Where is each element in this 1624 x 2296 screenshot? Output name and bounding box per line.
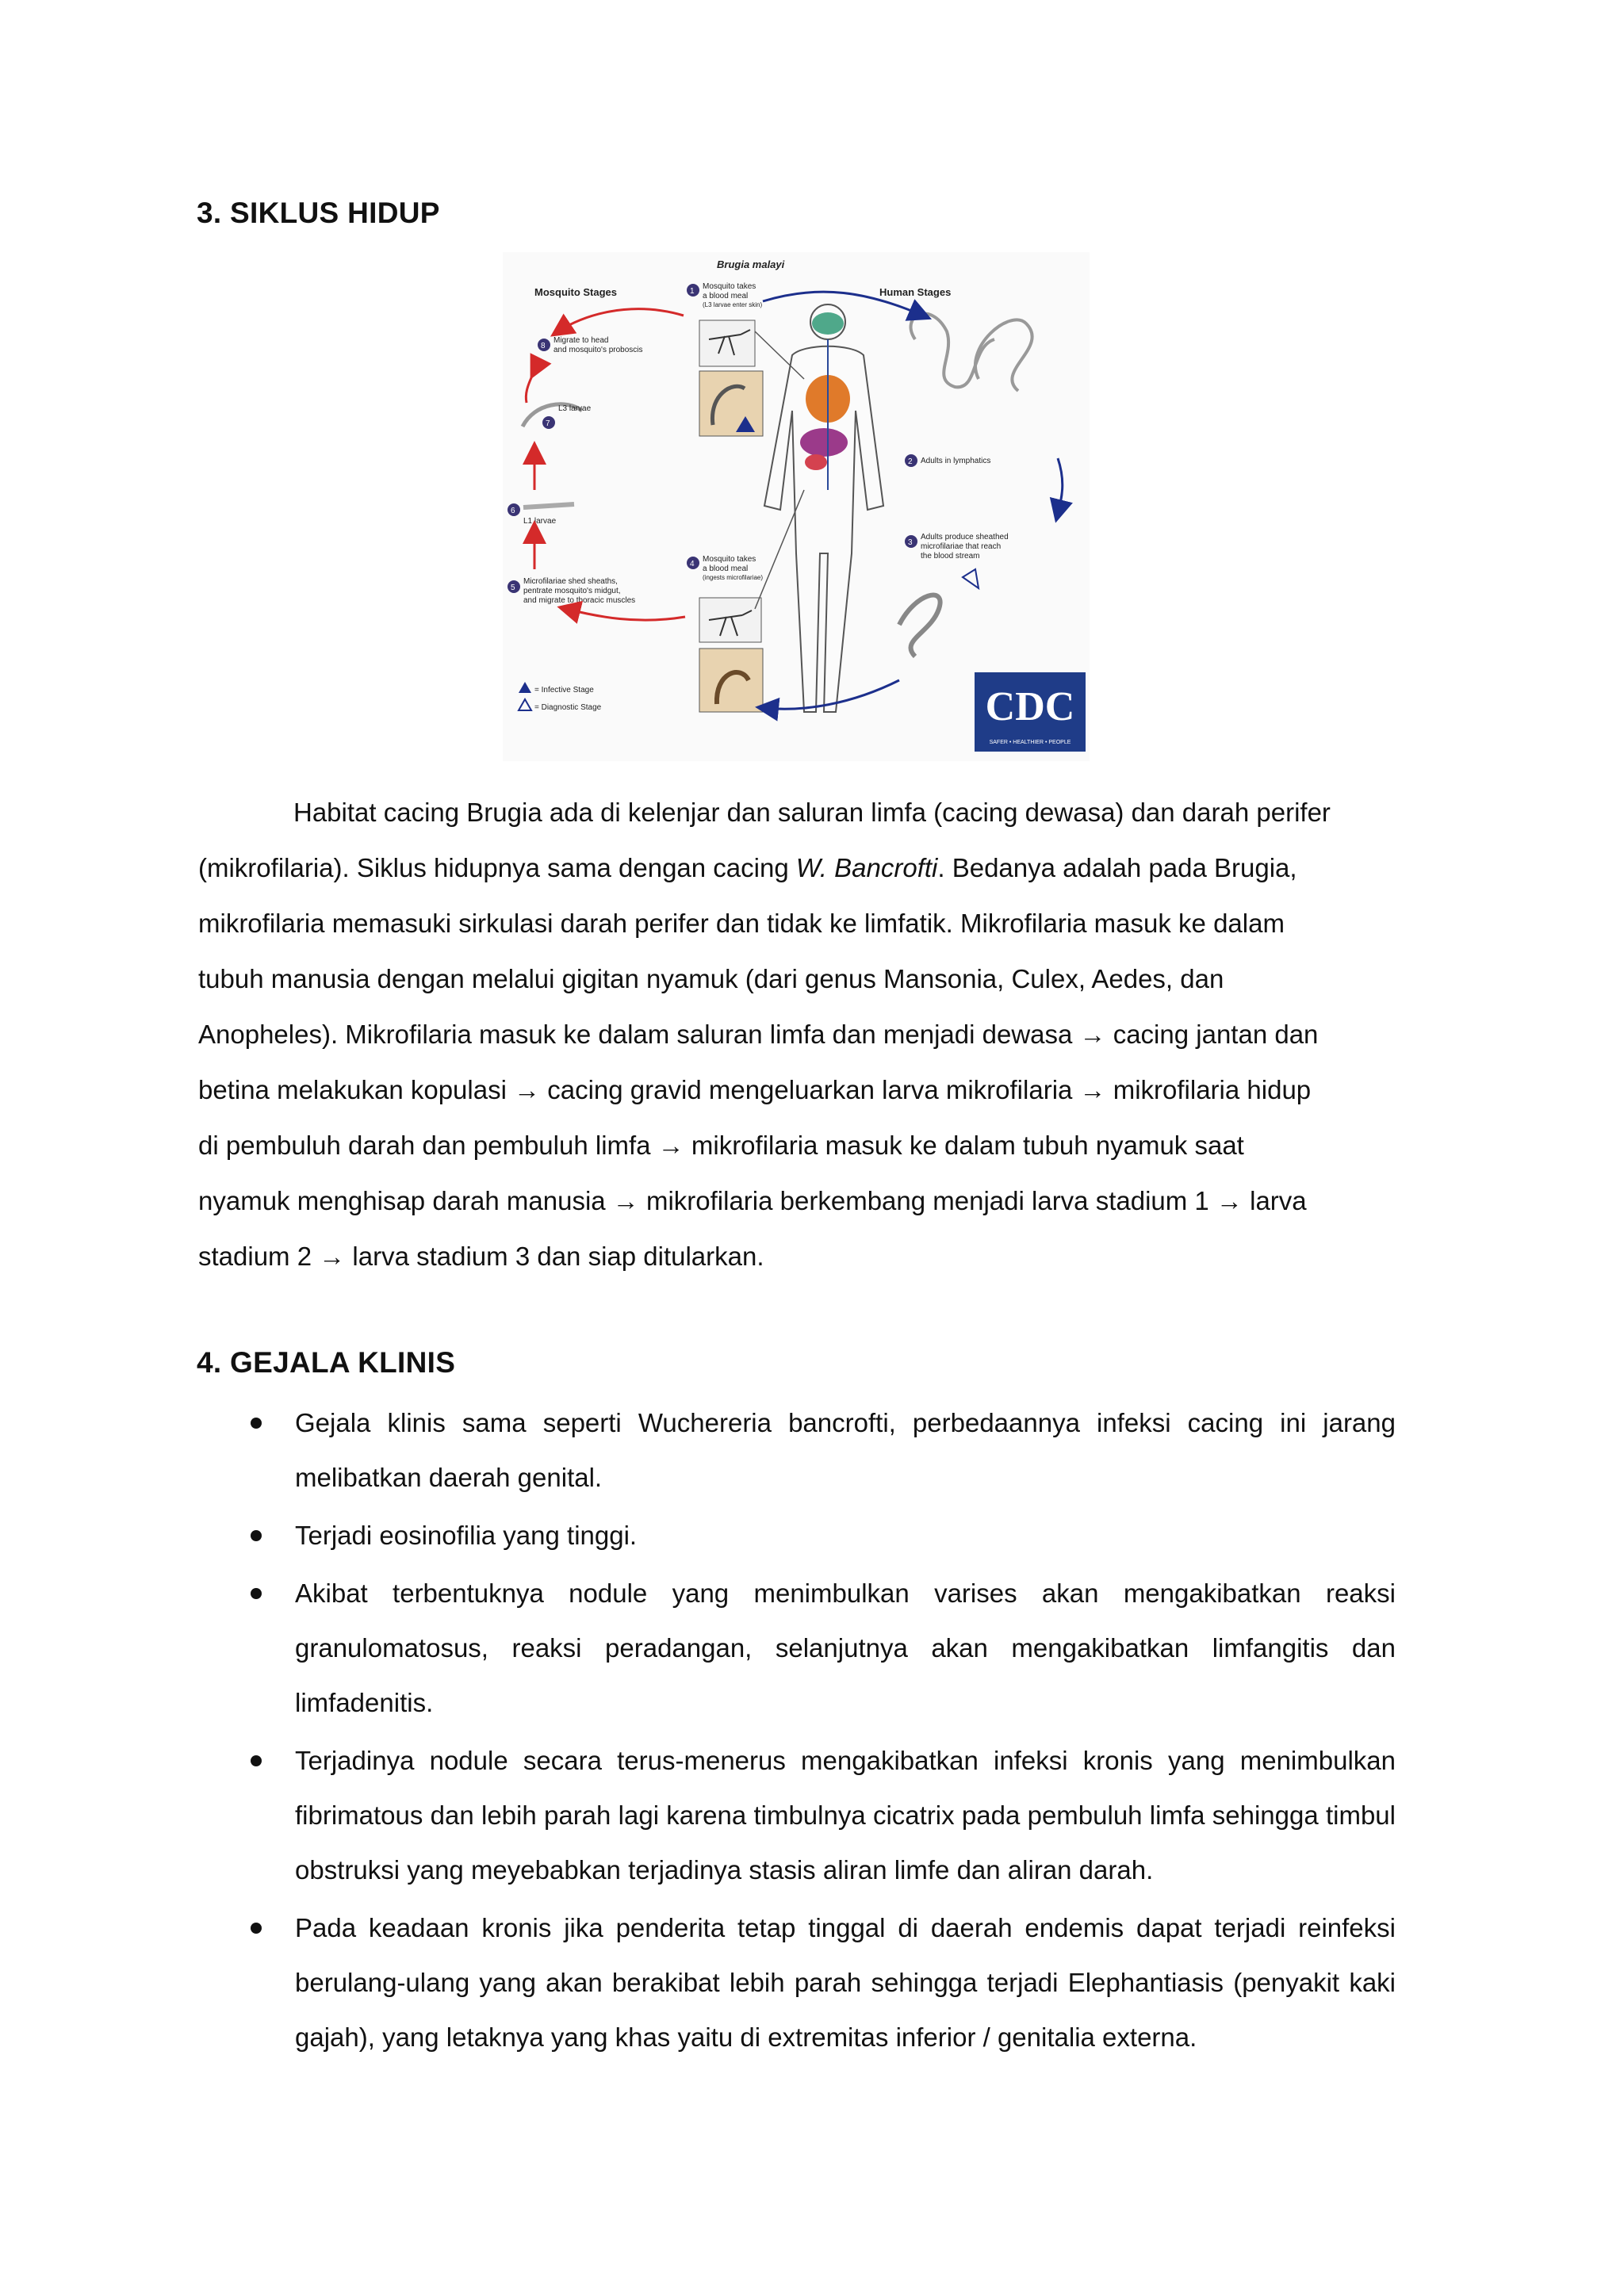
step5-line3: and migrate to thoracic muscles	[523, 596, 636, 605]
step8-line1: Migrate to head	[553, 336, 609, 345]
bullet-icon	[251, 1418, 262, 1429]
step8-line2: and mosquito's proboscis	[553, 346, 643, 354]
bullet-icon	[251, 1530, 262, 1541]
human-body-illustration	[764, 304, 883, 712]
step6-label: L1 larvae	[523, 517, 557, 526]
legend-diagnostic: = Diagnostic Stage	[534, 703, 602, 712]
paragraph-line: nyamuk menghisap darah manusia → mikrofilaria berkembang menjadi larva stadium 1 → larva	[198, 1186, 1307, 1215]
svg-text:7: 7	[546, 419, 550, 428]
cdc-logo	[975, 672, 1086, 752]
list-item	[198, 1566, 1396, 1730]
step1-line2: a blood meal	[703, 292, 749, 300]
section-heading-siklus-hidup: 3. SIKLUS HIDUP	[197, 197, 440, 229]
paragraph-line: Habitat cacing Brugia ada di kelenjar dan saluran limfa (cacing dewasa) dan darah perifer	[293, 798, 1331, 827]
legend-infective: = Infective Stage	[534, 686, 594, 695]
step1-line1: Mosquito takes	[703, 282, 756, 291]
list-item	[198, 1900, 1396, 2064]
step1-line3: (L3 larvae enter skin)	[703, 301, 763, 308]
bullet-icon	[251, 1923, 262, 1934]
figure-title: Brugia malayi	[717, 258, 785, 270]
cdc-logo-tagline: SAFER • HEALTHIER • PEOPLE	[989, 740, 1071, 745]
svg-text:6: 6	[511, 507, 515, 515]
svg-text:1: 1	[690, 287, 695, 296]
life-cycle-figure	[503, 252, 1090, 761]
bullet-icon	[251, 1755, 262, 1766]
paragraph-line: mikrofilaria memasuki sirkulasi darah perifer dan tidak ke limfatik. Mikrofilaria masuk ke dalam	[198, 909, 1285, 938]
bullet-icon	[251, 1588, 262, 1599]
siklus-hidup-paragraph	[198, 785, 1394, 1284]
svg-text:3: 3	[908, 538, 913, 547]
cdc-logo-text: CDC	[985, 684, 1075, 729]
step4-line3: (ingests microfilariae)	[703, 574, 764, 581]
svg-text:4: 4	[690, 560, 695, 568]
human-stages-label: Human Stages	[879, 286, 952, 298]
step5-line1: Microfilariae shed sheaths,	[523, 577, 618, 586]
svg-text:5: 5	[511, 584, 515, 592]
step7-label: L3 larvae	[558, 404, 592, 413]
mosquito-stages-label: Mosquito Stages	[534, 286, 618, 298]
step3-line2: microfilariae that reach	[921, 542, 1002, 551]
step3-line3: the blood stream	[921, 552, 980, 561]
list-item	[198, 1508, 1396, 1563]
step4-line1: Mosquito takes	[703, 555, 756, 564]
list-item	[198, 1733, 1396, 1897]
paragraph-line: stadium 2 → larva stadium 3 dan siap ditularkan.	[198, 1242, 764, 1271]
paragraph-line: betina melakukan kopulasi → cacing gravid mengeluarkan larva mikrofilaria → mikrofilaria hidup	[198, 1075, 1312, 1104]
list-item-text: Akibat terbentuknya nodule yang menimbulkan varises akan mengakibatkan reaksi granulomatosus, reaksi peradangan, selanjutnya akan mengakibatkan limfangitis dan limfadenitis.	[295, 1578, 1396, 1717]
step3-line1: Adults produce sheathed	[921, 533, 1009, 541]
list-item	[198, 1395, 1396, 1505]
step5-line2: pentrate mosquito's midgut,	[523, 587, 621, 595]
list-item-text: Gejala klinis sama seperti Wuchereria bancrofti, perbedaannya infeksi cacing ini jarang melibatkan daerah genital.	[295, 1408, 1396, 1492]
svg-text:8: 8	[541, 342, 546, 350]
step2-label: Adults in lymphatics	[921, 457, 991, 465]
paragraph-line: di pembuluh darah dan pembuluh limfa → mikrofilaria masuk ke dalam tubuh nyamuk saat	[198, 1131, 1244, 1160]
paragraph-line: (mikrofilaria). Siklus hidupnya sama dengan cacing W. Bancrofti. Bedanya adalah pada Brugia,	[198, 853, 1297, 882]
paragraph-line: tubuh manusia dengan melalui gigitan nyamuk (dari genus Mansonia, Culex, Aedes, dan	[198, 964, 1224, 993]
section-heading-gejala-klinis: 4. GEJALA KLINIS	[197, 1346, 456, 1379]
list-item-text: Terjadi eosinofilia yang tinggi.	[295, 1521, 638, 1550]
paragraph-line: Anopheles). Mikrofilaria masuk ke dalam saluran limfa dan menjadi dewasa → cacing jantan dan	[198, 1020, 1319, 1049]
list-item-text: Pada keadaan kronis jika penderita tetap tinggal di daerah endemis dapat terjadi reinfeksi berulang-ulang yang akan berakibat lebih parah sehingga terjadi Elephantiasis (penyakit kaki gajah), yang letaknya yang khas yaitu di extremitas inferior / genitalia externa.	[295, 1913, 1396, 2052]
gejala-klinis-list	[198, 1395, 1396, 2068]
step4-line2: a blood meal	[703, 564, 749, 573]
svg-text:2: 2	[908, 457, 913, 466]
list-item-text: Terjadinya nodule secara terus-menerus mengakibatkan infeksi kronis yang menimbulkan fibrimatous dan lebih parah lagi karena timbulnya cicatrix pada pembuluh limfa sehingga timbul obstruksi yang meyebabkan terjadinya stasis aliran limfe dan aliran darah.	[295, 1746, 1396, 1885]
